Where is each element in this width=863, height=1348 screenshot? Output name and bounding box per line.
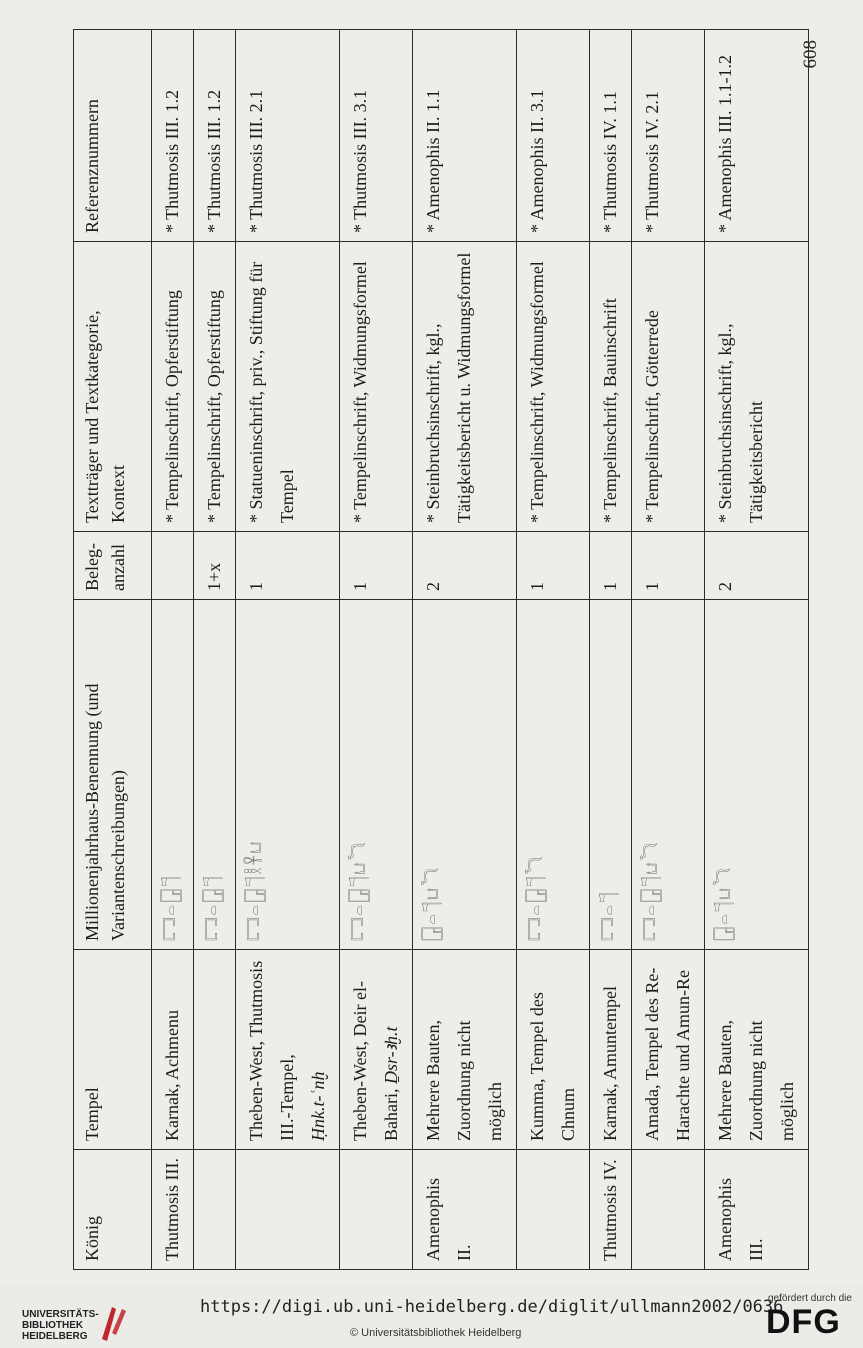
- viewer-footer: [0, 1285, 863, 1348]
- library-emblem-icon: [98, 1303, 128, 1343]
- tempel-text: Theben-West, Deir el-Bahari,: [350, 981, 401, 1141]
- table-header-row: [74, 30, 152, 1270]
- table-row: [152, 30, 194, 1270]
- table-row: [705, 30, 809, 1270]
- cell-hieroglyphs: 𓉐𓏏𓉗𓊹𓂓𓆓: [632, 600, 705, 950]
- cell-anzahl: [152, 532, 194, 600]
- cell-ref: * Thutmosis III. 1.2: [152, 30, 194, 242]
- cell-ref: * Amenophis II. 3.1: [517, 30, 590, 242]
- cell-koenig: [236, 1150, 340, 1270]
- document-url[interactable]: https://digi.ub.uni-heidelberg.de/diglit/ullmann2002/0636: [200, 1297, 784, 1317]
- table-row: [340, 30, 413, 1270]
- cell-tempel: Kumma, Tempel des Chnum: [517, 950, 590, 1150]
- copyright-text: © Universitätsbibliothek Heidelberg: [350, 1327, 522, 1339]
- table-row: [517, 30, 590, 1270]
- rotated-table: [73, 30, 797, 1270]
- cell-text: * Tempelinschrift, Widmungsformel: [340, 242, 413, 532]
- cell-text: * Statueninschrift, priv., Stiftung für Tempel: [236, 242, 340, 532]
- header-beleganzahl: Beleg-anzahl: [74, 532, 152, 600]
- page-number: 608: [800, 40, 821, 69]
- cell-anzahl: 1: [236, 532, 340, 600]
- cell-hieroglyphs: 𓉐𓏏𓉗𓊹𓆓: [517, 600, 590, 950]
- library-name: UNIVERSITÄTS- BIBLIOTHEK HEIDELBERG: [22, 1309, 99, 1342]
- cell-koenig: Thutmosis III.: [152, 1150, 194, 1270]
- dfg-logo[interactable]: DFG: [766, 1303, 841, 1341]
- table-row: [194, 30, 236, 1270]
- cell-tempel: Mehrere Bauten, Zuordnung nicht möglich: [705, 950, 809, 1150]
- cell-hieroglyphs: 𓉐𓏏𓉗𓊹: [194, 600, 236, 950]
- cell-koenig: [517, 1150, 590, 1270]
- header-koenig: König: [74, 1150, 152, 1270]
- cell-tempel: Karnak, Achmenu: [152, 950, 194, 1150]
- cell-text: * Steinbruchsinschrift, kgl., Tätigkeitsbericht: [705, 242, 809, 532]
- cell-ref: * Thutmosis IV. 1.1: [590, 30, 632, 242]
- cell-text: * Steinbruchsinschrift, kgl., Tätigkeitsbericht u. Widmungsformel: [413, 242, 517, 532]
- cell-tempel: Amada, Tempel des Re-Harachte und Amun-Re: [632, 950, 705, 1150]
- library-logo[interactable]: [10, 1293, 130, 1341]
- cell-anzahl: 1: [590, 532, 632, 600]
- table-row: [236, 30, 340, 1270]
- cell-text: * Tempelinschrift, Widmungsformel: [517, 242, 590, 532]
- cell-anzahl: 1+x: [194, 532, 236, 600]
- cell-text: * Tempelinschrift, Bauinschrift: [590, 242, 632, 532]
- cell-anzahl: 1: [340, 532, 413, 600]
- header-texttraeger: Textträger und Textkategorie, Kontext: [74, 242, 152, 532]
- cell-anzahl: 1: [517, 532, 590, 600]
- cell-text: * Tempelinschrift, Götterrede: [632, 242, 705, 532]
- tempel-name-italic: Ḏsr-ꜣḫ.t: [381, 1026, 401, 1085]
- cell-koenig: [340, 1150, 413, 1270]
- cell-tempel: [340, 950, 413, 1150]
- cell-tempel: [236, 950, 340, 1150]
- header-referenz: Referenznummern: [74, 30, 152, 242]
- cell-tempel: Mehrere Bauten, Zuordnung nicht möglich: [413, 950, 517, 1150]
- cell-ref: * Thutmosis III. 2.1: [236, 30, 340, 242]
- tempel-name-italic: Ḥnk.t-ʿnḫ: [308, 1071, 328, 1141]
- cell-hieroglyphs: 𓉐𓏏𓉗𓊹: [152, 600, 194, 950]
- cell-ref: * Amenophis II. 1.1: [413, 30, 517, 242]
- cell-koenig: Amenophis II.: [413, 1150, 517, 1270]
- sponsor-caption: gefördert durch die: [768, 1293, 852, 1304]
- temple-table: [73, 29, 809, 1270]
- cell-ref: * Thutmosis III. 3.1: [340, 30, 413, 242]
- table-row: [413, 30, 517, 1270]
- header-tempel: Tempel: [74, 950, 152, 1150]
- cell-text: * Tempelinschrift, Opferstiftung: [152, 242, 194, 532]
- cell-ref: * Thutmosis IV. 2.1: [632, 30, 705, 242]
- cell-koenig: [632, 1150, 705, 1270]
- tempel-text: Theben-West, Thutmosis III.-Tempel,: [246, 960, 297, 1141]
- cell-anzahl: 2: [413, 532, 517, 600]
- cell-anzahl: 2: [705, 532, 809, 600]
- table-row: [590, 30, 632, 1270]
- cell-anzahl: 1: [632, 532, 705, 600]
- cell-koenig: Amenophis III.: [705, 1150, 809, 1270]
- cell-tempel: Karnak, Amuntempel: [590, 950, 632, 1150]
- cell-hieroglyphs: 𓉐𓏏𓉗𓊹𓎛𓋹𓂓: [236, 600, 340, 950]
- cell-text: * Tempelinschrift, Opferstiftung: [194, 242, 236, 532]
- header-benennung: Millionenjahrhaus-Benennung (und Variantenschreibungen): [74, 600, 152, 950]
- cell-tempel: [194, 950, 236, 1150]
- cell-koenig: Thutmosis IV.: [590, 1150, 632, 1270]
- cell-ref: * Thutmosis III. 1.2: [194, 30, 236, 242]
- cell-hieroglyphs: 𓉐𓏏𓉗𓊹𓂓𓆓: [340, 600, 413, 950]
- cell-hieroglyphs: 𓉐𓏏𓊹: [590, 600, 632, 950]
- cell-hieroglyphs: 𓉗𓏏𓊹𓂓𓆓: [705, 600, 809, 950]
- table-row: [632, 30, 705, 1270]
- cell-ref: * Amenophis III. 1.1-1.2: [705, 30, 809, 242]
- cell-koenig: [194, 1150, 236, 1270]
- cell-hieroglyphs: 𓉗𓏏𓊹𓂓𓆓: [413, 600, 517, 950]
